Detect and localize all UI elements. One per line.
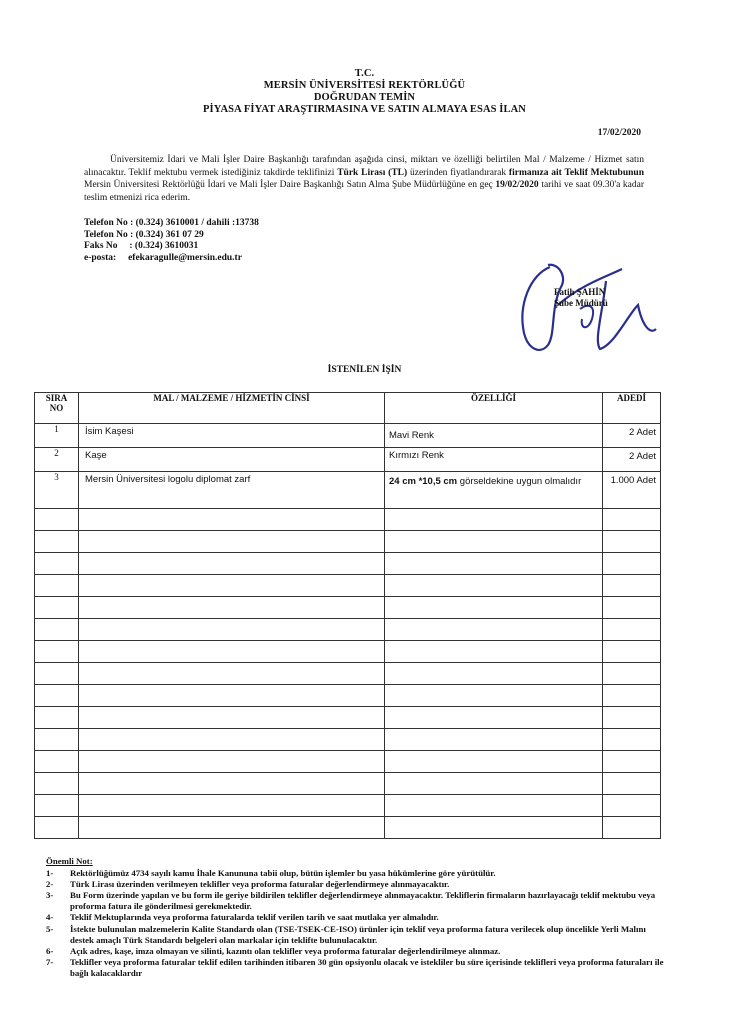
table-row-empty (35, 751, 661, 773)
intro-paragraph: Üniversitemiz İdari ve Mali İşler Daire Başkanlığı tarafından aşağıda cinsi, miktarı ve özelliği belirtilen Mal / Malzeme / Hizmet satın alınacaktır. Teklif mektubu vermek istediğiniz takdirde teklifinizi Türk Lirası (TL) üzerinden fiyatlandırarak firmanıza ait Teklif Mektubunun Mersin Üniversitesi Rektörlüğü İdari ve Mali İşler Daire Başkanlığı Satın Alma Şube Müdürlüğüne en geç 19/02/2020 tarihi ve saat 09.30'a kadar teslim etmenizi rica ederim. (84, 155, 645, 203)
note-item: 4- Teklif Mektuplarında veya proforma faturalarda teklif verilen tarih ve saat mutlaka yer almalıdır. (46, 912, 439, 923)
row-item-name: Kaşe (79, 448, 385, 472)
note-item: 3- Bu Form üzerinde yapılan ve bu form ile geriye bildirilen teklifler değerlendirmeye alınmayacaktır. Tekliflerin firmaların hazırlayacağı teklif mektubu veya proforma fatura ile gönderilmesi gerekmektedir. (46, 890, 656, 912)
phone-2: Telefon No : (0.324) 361 07 29 (84, 229, 204, 240)
table-row-empty (35, 795, 661, 817)
row-quantity: 1.000 Adet (603, 472, 661, 509)
table-row-empty (35, 575, 661, 597)
row-quantity: 2 Adet (603, 424, 661, 448)
header-announcement-title: PİYASA FİYAT ARAŞTIRMASINA VE SATIN ALMAYA ESAS İLAN (203, 104, 526, 115)
row-number: 3 (35, 472, 79, 509)
items-table (34, 392, 661, 839)
row-number: 2 (35, 448, 79, 472)
table-row-empty (35, 597, 661, 619)
header-quantity: ADEDİ (603, 393, 661, 424)
signatory (554, 287, 608, 309)
note-item: 1- Rektörlüğümüz 4734 sayılı kamu İhale Kanununa tabii olup, bütün işlemler bu yasa hükümlerine göre yürütülür. (46, 868, 496, 879)
table-row-empty (35, 663, 661, 685)
header-sira-no: SIRA NO (35, 393, 79, 424)
row-feature: Kırmızı Renk (385, 448, 603, 472)
table-title: İSTENİLEN İŞİN (327, 365, 402, 375)
row-number: 1 (35, 424, 79, 448)
table-header-row (35, 393, 661, 424)
header-university: MERSİN ÜNİVERSİTESİ REKTÖRLÜĞÜ (263, 80, 466, 91)
table-row-empty (35, 773, 661, 795)
table-row-empty (35, 641, 661, 663)
note-item: 6- Açık adres, kaşe, imza olmayan ve silinti, kazıntı olan teklifler veya proforma faturalar değerlendirilmeye alınmaz. (46, 945, 501, 956)
phone-1: Telefon No : (0.324) 3610001 / dahili :13738 (84, 218, 259, 228)
table-row (35, 424, 661, 448)
email-address: e-posta: efekaragulle@mersin.edu.tr (84, 252, 242, 263)
note-item: 5- İstekte bulunulan malzemelerin Kalite Standardı olan (TSE-TSEK-CE-ISO) ürünler için teklif veya proforma fatura verilecek olup öncelikle Yerli Malını destek amaçlı Türk Standardı belgeleri olan markalar için teklifte bulunulacaktır. (46, 923, 646, 945)
row-item-name: Mersin Üniversitesi logolu diplomat zarf (79, 472, 385, 509)
table-row (35, 472, 661, 509)
table-row-empty (35, 817, 661, 839)
signatory-title: Şube Müdürü (554, 298, 608, 308)
table-row-empty (35, 553, 661, 575)
table-row-empty (35, 729, 661, 751)
header-item-type: MAL / MALZEME / HİZMETİN CİNSİ (79, 393, 385, 424)
notes-title: Önemli Not: (46, 856, 93, 866)
table-row-empty (35, 531, 661, 553)
header-direct-procurement: DOĞRUDAN TEMİN (313, 92, 416, 103)
document-date: 17/02/2020 (597, 128, 641, 138)
table-row-empty (35, 707, 661, 729)
table-row-empty (35, 685, 661, 707)
table-row-empty (35, 619, 661, 641)
header-feature: ÖZELLİĞİ (385, 393, 603, 424)
row-feature: 24 cm *10,5 cm görseldekine uygun olmalıdır (385, 472, 603, 509)
header-tc: T.C. (354, 68, 375, 79)
fax-number: Faks No : (0.324) 3610031 (84, 241, 199, 251)
row-item-name: İsim Kaşesi (79, 424, 385, 448)
row-feature: Mavi Renk (385, 424, 603, 448)
table-row (35, 448, 661, 472)
contact-block (84, 218, 259, 264)
note-item: 2- Türk Lirası üzerinden verilmeyen teklifler veya proforma faturalar değerlendirmeye alınmayacaktır. (46, 879, 450, 890)
important-notes (46, 856, 666, 979)
signatory-name: Fatih ŞAHİN (554, 287, 606, 297)
row-quantity: 2 Adet (603, 448, 661, 472)
note-item: 7- Teklifler veya proforma faturalar teklif edilen tarihinden itibaren 30 gün opsiyonlu olacak ve istekliler bu süre içerisinde teklifleri veya proforma faturaları ile bağlı kalacaklardır (46, 956, 664, 978)
table-row-empty (35, 509, 661, 531)
